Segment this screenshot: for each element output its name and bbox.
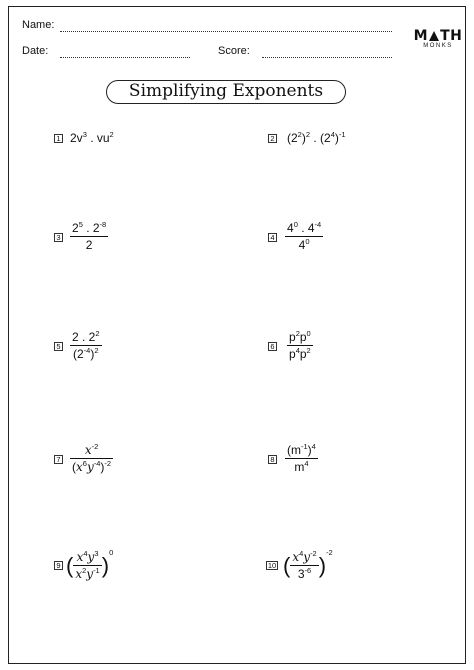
problem-number: 7 — [54, 455, 63, 464]
problem-1-expression: $2v^3$ . $vu^2$ — [70, 130, 114, 145]
problem-number: 8 — [268, 455, 277, 464]
problem-number: 4 — [268, 233, 277, 242]
name-field[interactable] — [60, 31, 392, 32]
problem-4-expression: $\frac{4^0 . 4^{-4}}{4^0}$ — [287, 220, 322, 252]
problem-number: 2 — [268, 134, 277, 143]
problem-7-expression: $\frac{x^{-2}}{(x^6y^{-4})^{-2}}$ — [72, 442, 112, 474]
score-field[interactable] — [262, 57, 392, 58]
problem-number: 6 — [268, 342, 277, 351]
problem-5-expression: $\frac{2 . 2^2}{(2^{-4})^2}$ — [72, 329, 100, 361]
name-label: Name: — [22, 19, 55, 31]
problem-number: 10 — [267, 561, 277, 570]
triangle-icon — [429, 31, 439, 41]
score-label: Score: — [218, 45, 250, 57]
problem-6-expression: $\frac{p^2p^0}{p^4p^2}$ — [289, 329, 311, 361]
problem-2-expression: $(2^2)^2$ . $(2^4)^{-1}$ — [287, 130, 346, 145]
problem-9-expression: ( $\frac{x^4y^3}{x^2y^{-1}}$ )$^0$ — [66, 548, 114, 582]
problem-3-expression: $\frac{2^5 . 2^{-8}}{2}$ — [72, 220, 107, 252]
math-monks-logo: M TH MONKS — [413, 28, 463, 49]
worksheet-title: Simplifying Exponents — [106, 80, 346, 104]
problem-10-expression: ( $\frac{x^4y^{-2}}{3^{-6}}$ )$^{-2}$ — [283, 548, 333, 582]
problem-number: 1 — [54, 134, 63, 143]
problem-number: 3 — [54, 233, 63, 242]
problem-8-expression: $\frac{(m^{-1})^4}{m^4}$ — [287, 442, 316, 474]
problem-number: 5 — [54, 342, 63, 351]
date-label: Date: — [22, 45, 49, 57]
date-field[interactable] — [60, 57, 190, 58]
problem-number: 9 — [54, 561, 63, 570]
